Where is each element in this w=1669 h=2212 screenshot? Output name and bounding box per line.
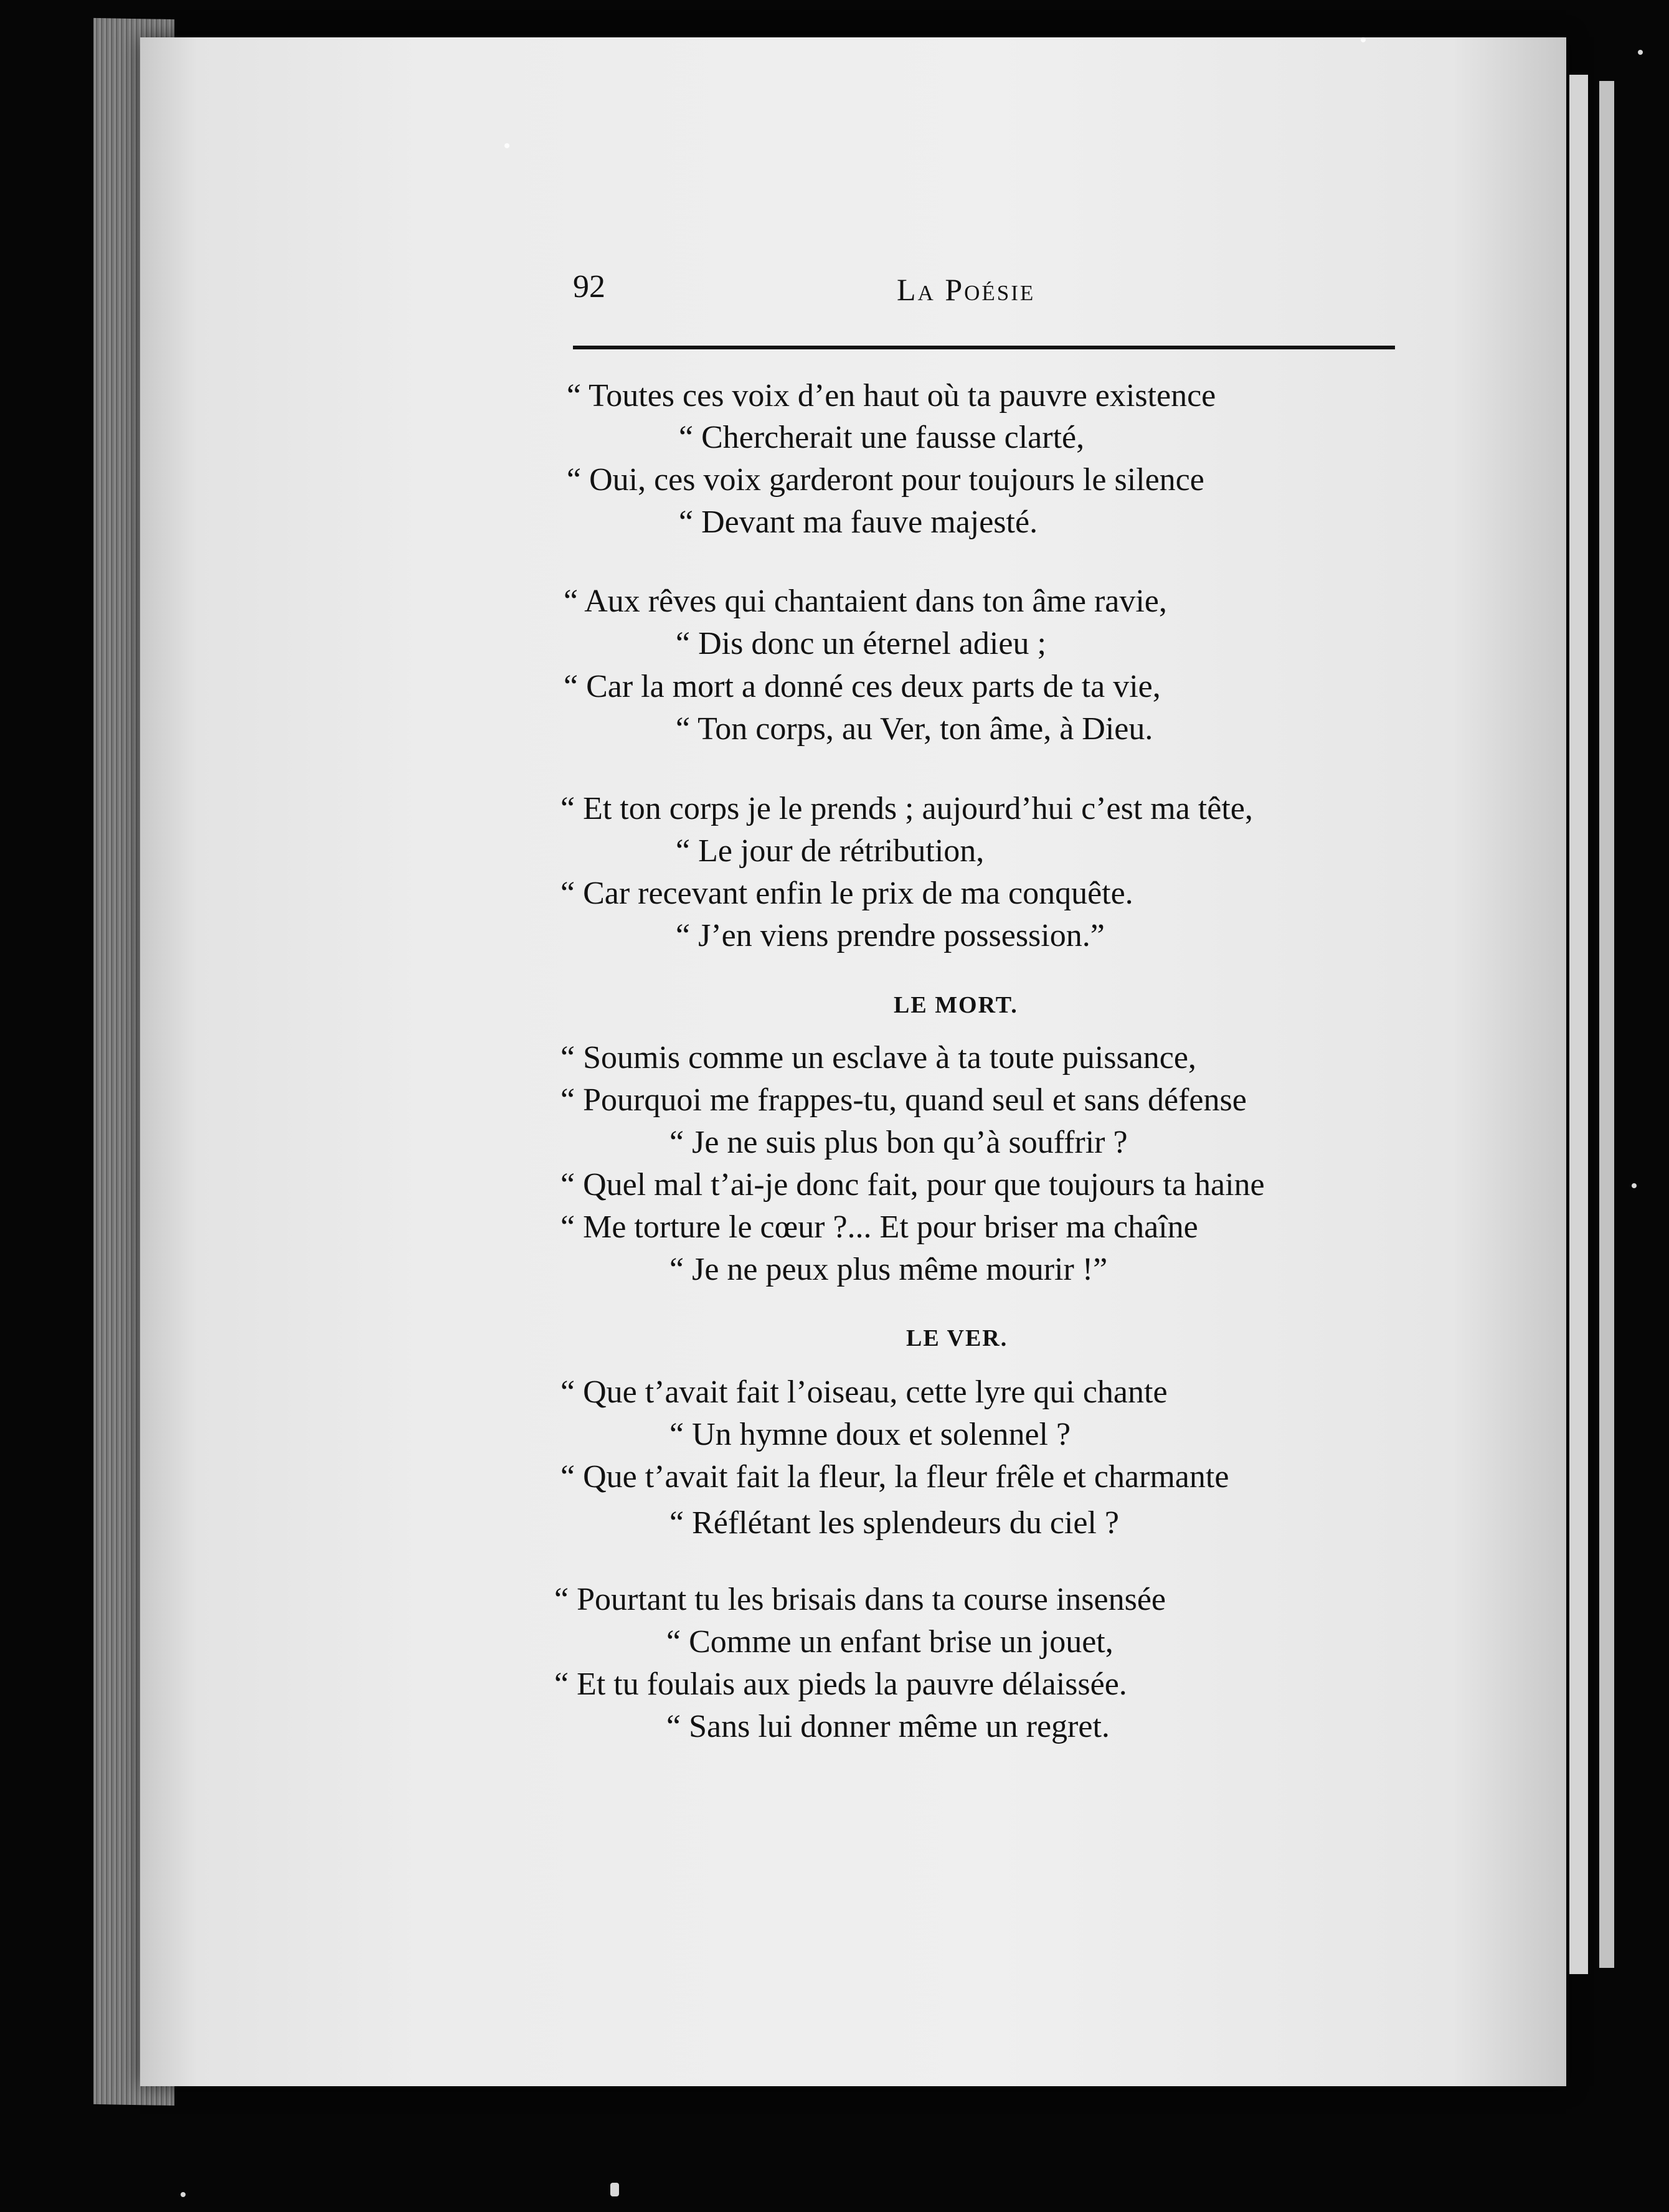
header-rule	[573, 346, 1395, 349]
verse-line: “ Je ne suis plus bon qu’à souffrir ?	[669, 1125, 1128, 1160]
verse-line: “ Devant ma fauve majesté.	[679, 504, 1038, 540]
verse-line: “ Soumis comme un esclave à ta toute puissance,	[560, 1040, 1196, 1075]
speaker-heading-le-ver: LE VER.	[906, 1325, 1008, 1351]
verse-line: “ Que t’avait fait la fleur, la fleur frêle et charmante	[560, 1459, 1229, 1495]
dust-speck	[504, 143, 509, 148]
verse-line: “ Car la mort a donné ces deux parts de ta vie,	[564, 669, 1161, 704]
verse-line: “ Pourquoi me frappes-tu, quand seul et sans défense	[560, 1082, 1247, 1118]
dust-speck	[1361, 37, 1366, 42]
right-page-edge	[1569, 75, 1588, 1974]
verse-line: “ Un hymne doux et solennel ?	[669, 1417, 1071, 1452]
speaker-heading-le-mort: LE MORT.	[894, 992, 1018, 1018]
dust-speck	[610, 2183, 619, 2196]
verse-line: “ Je ne peux plus même mourir !”	[669, 1252, 1108, 1287]
running-title: La Poésie	[897, 272, 1036, 307]
page-number: 92	[573, 269, 605, 305]
verse-line: “ Ton corps, au Ver, ton âme, à Dieu.	[676, 711, 1153, 747]
verse-line: “ J’en viens prendre possession.”	[676, 918, 1105, 953]
page-header	[548, 246, 1407, 307]
verse-line: “ Et ton corps je le prends ; aujourd’hui c’est ma tête,	[560, 791, 1253, 826]
dust-speck	[181, 2192, 186, 2197]
verse-line: “ Que t’avait fait l’oiseau, cette lyre qui chante	[560, 1374, 1168, 1410]
verse-line: “ Toutes ces voix d’en haut où ta pauvre existence	[567, 378, 1216, 414]
verse-line: “ Car recevant enfin le prix de ma conquête.	[560, 876, 1133, 911]
verse-line: “ Aux rêves qui chantaient dans ton âme ravie,	[564, 584, 1167, 619]
verse-line: “ Oui, ces voix garderont pour toujours le silence	[567, 462, 1204, 498]
right-page-edge-shadow	[1599, 81, 1614, 1968]
verse-line: “ Quel mal t’ai-je donc fait, pour que toujours ta haine	[560, 1167, 1265, 1203]
dust-speck	[1638, 50, 1643, 55]
verse-line: “ Dis donc un éternel adieu ;	[676, 626, 1046, 661]
verse-line: “ Me torture le cœur ?... Et pour briser ma chaîne	[560, 1209, 1198, 1245]
verse-line: “ Et tu foulais aux pieds la pauvre délaissée.	[554, 1666, 1127, 1702]
verse-line: “ Réflétant les splendeurs du ciel ?	[669, 1505, 1119, 1541]
verse-line: “ Chercherait une fausse clarté,	[679, 420, 1085, 455]
verse-line: “ Sans lui donner même un regret.	[666, 1709, 1110, 1744]
dust-speck	[1632, 1183, 1637, 1188]
verse-line: “ Pourtant tu les brisais dans ta course insensée	[554, 1582, 1166, 1617]
verse-line: “ Le jour de rétribution,	[676, 833, 985, 869]
verse-line: “ Comme un enfant brise un jouet,	[666, 1624, 1113, 1660]
page-text-block	[548, 246, 1407, 1744]
